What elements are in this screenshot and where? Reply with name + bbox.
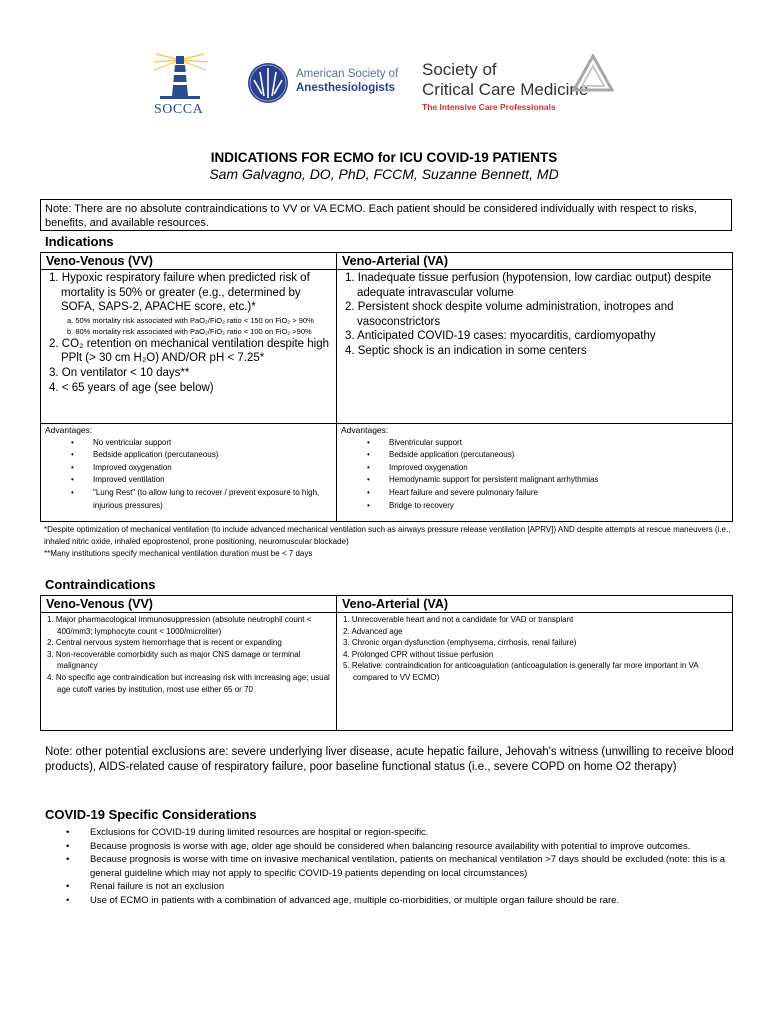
contraindications-vv-header: Veno-Venous (VV) xyxy=(41,596,337,613)
lighthouse-icon xyxy=(150,52,220,104)
sccm-triangle-icon xyxy=(572,54,614,92)
list-item: • No ventricular support xyxy=(71,437,332,450)
list-item: b. 80% mortality risk associated with PaO₂/FiO₂ ratio < 100 on FiO₂ >90% xyxy=(67,326,312,336)
list-item: • Hemodynamic support for persistent malignant arrhythmias xyxy=(367,474,728,487)
list-item: 2. Central nervous system hemorrhage that is recent or expanding xyxy=(47,638,282,648)
list-item: • Renal failure is not an exclusion xyxy=(66,880,736,894)
list-item: 3. Non-recoverable comorbidity such as major CNS damage or terminal malignancy xyxy=(47,649,301,671)
vv-advantages-cell xyxy=(41,424,337,522)
list-item: 3. Anticipated COVID-19 cases: myocarditis, cardiomyopathy xyxy=(345,330,656,343)
list-item: • Use of ECMO in patients with a combination of advanced age, multiple co-morbidities, or multiple organ failure should be rare. xyxy=(66,894,736,908)
list-item: • Heart failure and severe pulmonary failure xyxy=(367,487,728,500)
list-item: 2. Persistent shock despite volume administration, inotropes and vasoconstrictors xyxy=(345,301,674,328)
contraindications-table xyxy=(40,595,733,731)
contraindications-heading: Contraindications xyxy=(45,577,156,592)
asa-emblem-icon xyxy=(246,60,290,106)
list-item: • Improved oxygenation xyxy=(367,462,728,475)
sccm-logo-line1: Society of xyxy=(422,60,497,79)
indications-va-header: Veno-Arterial (VA) xyxy=(337,253,733,270)
list-item: 5. Relative: contraindication for anticoagulation (anticoagulation is generally far more important in VA compared to VV ECMO) xyxy=(343,661,699,682)
asa-logo-line1: American Society of xyxy=(296,68,399,80)
indications-va-cell xyxy=(337,270,733,424)
document-authors: Sam Galvagno, DO, PhD, FCCM, Suzanne Bennett, MD xyxy=(209,166,559,182)
list-item: 1. Major pharmacological immunosuppression (absolute neutrophil count < 400/mm3; lymphocyte count < 1000/microliter) xyxy=(47,615,312,636)
indications-vv-cell xyxy=(41,270,337,424)
list-item: 2. CO₂ retention on mechanical ventilation despite high PPlt (> 30 cm H₂O) AND/OR pH < 7.25* xyxy=(49,337,329,365)
socca-logo-text: SOCCA xyxy=(154,102,204,117)
asa-logo xyxy=(246,60,411,110)
list-item: 3. On ventilator < 10 days** xyxy=(49,366,190,379)
list-item: 4. Prolonged CPR without tissue perfusion xyxy=(343,649,494,659)
va-advantages-title: Advantages: xyxy=(341,425,389,435)
list-item: a. 50% mortality risk associated with PaO₂/FiO₂ ratio < 150 on FiO₂ > 90% xyxy=(67,315,314,325)
list-item: • Bedside application (percutaneous) xyxy=(367,449,728,462)
footnote: **Many institutions specify mechanical ventilation duration must be < 7 days xyxy=(44,549,313,558)
list-item: • Exclusions for COVID-19 during limited resources are hospital or region-specific. xyxy=(66,826,736,840)
contraindications-vv-cell xyxy=(41,613,337,731)
vv-advantages-title: Advantages: xyxy=(45,425,93,435)
list-item: 1. Unrecoverable heart and not a candidate for VAD or transplant xyxy=(343,615,574,624)
list-item: 1. Hypoxic respiratory failure when predicted risk of mortality is 50% or greater (e.g., determined by SOFA, SAPS-2, APACHE score, etc.)* xyxy=(49,272,310,314)
list-item: 4. Septic shock is an indication in some centers xyxy=(345,344,587,357)
list-item: • "Lung Rest" (to allow lung to recover / prevent exposure to high, injurious pressures) xyxy=(71,487,332,512)
list-item: • Improved ventilation xyxy=(71,474,332,487)
list-item: • Bridge to recovery xyxy=(367,500,728,513)
sccm-logo xyxy=(422,52,622,118)
socca-logo xyxy=(150,52,220,118)
covid-considerations-list xyxy=(66,826,736,908)
list-item: 1. Inadequate tissue perfusion (hypotension, low cardiac output) despite adequate intravascular volume xyxy=(345,272,712,299)
contraindications-va-cell xyxy=(337,613,733,731)
list-item: • Bedside application (percutaneous) xyxy=(71,449,332,462)
list-item: • Because prognosis is worse with time on invasive mechanical ventilation, patients on mechanical ventilation >7 days should be excluded (note: this is a general guideline which may not apply to specific COVID-19 patients depending on local circumstances) xyxy=(66,853,736,880)
indications-table xyxy=(40,252,733,522)
indications-heading: Indications xyxy=(45,234,114,249)
indications-vv-header: Veno-Venous (VV) xyxy=(41,253,337,270)
list-item: 3. Chronic organ dysfunction (emphysema, cirrhosis, renal failure) xyxy=(343,638,577,648)
footnote: *Despite optimization of mechanical ventilation (to include advanced mechanical ventilation such as airways pressure release ventilation [APRV]) AND despite attempts at rescue maneuvers (i.e., inhaled nitric oxide, inhaled epoprostenol, prone positioning, neuromuscular blockade) xyxy=(44,525,731,546)
covid-heading: COVID-19 Specific Considerations xyxy=(45,807,257,822)
list-item: • Because prognosis is worse with age, older age should be considered when balancing resource availability with potential to improve outcomes. xyxy=(66,840,736,854)
list-item: • Biventricular support xyxy=(367,437,728,450)
asa-logo-line2: Anesthesiologists xyxy=(296,82,396,94)
va-advantages-cell xyxy=(337,424,733,522)
contraindications-va-header: Veno-Arterial (VA) xyxy=(337,596,733,613)
footnotes xyxy=(44,524,744,560)
logo-row xyxy=(150,52,620,122)
list-item: 4. No specific age contraindication but increasing risk with increasing age; usual age cutoff varies by institution, most use either 65 or 70 xyxy=(47,672,330,694)
sccm-logo-line2: Critical Care Medicine xyxy=(422,80,589,99)
other-exclusions-note: Note: other potential exclusions are: severe underlying liver disease, acute hepatic failure, Jehovah's witness (unwilling to receive blood products), AIDS-related cause of respiratory failure, poor baseline functional status (i.e., severe COPD on home O2 therapy) xyxy=(45,746,734,773)
sccm-logo-tagline: The Intensive Care Professionals xyxy=(422,102,556,112)
list-item: • Improved oxygenation xyxy=(71,462,332,475)
contraindication-note-box: Note: There are no absolute contraindications to VV or VA ECMO. Each patient should be considered individually with respect to risks, benefits, and available resources. xyxy=(40,199,732,231)
list-item: 4. < 65 years of age (see below) xyxy=(49,381,214,394)
list-item: 2. Advanced age xyxy=(343,626,403,636)
document-title: INDICATIONS FOR ECMO for ICU COVID-19 PATIENTS xyxy=(210,150,558,165)
